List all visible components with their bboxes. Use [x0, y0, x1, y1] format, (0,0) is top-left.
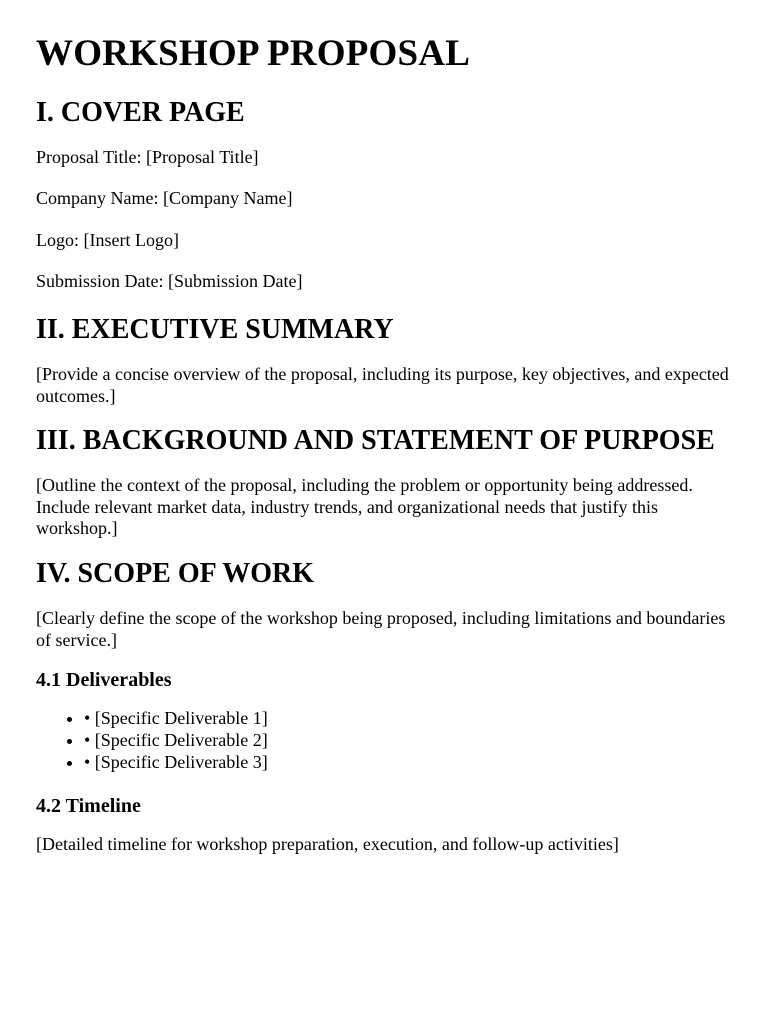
- list-item: • • [Specific Deliverable 2]: [84, 730, 734, 752]
- document-title: WORKSHOP PROPOSAL: [36, 33, 471, 74]
- scope-of-work-body: [Clearly define the scope of the workshop being proposed, including limitations and boundaries of service.]: [36, 608, 726, 650]
- executive-summary-heading: II. EXECUTIVE SUMMARY: [36, 313, 394, 345]
- cover-page-section: [36, 96, 734, 293]
- timeline-body: [Detailed timeline for workshop preparation, execution, and follow-up activities]: [36, 834, 619, 855]
- proposal-title-field: Proposal Title: [Proposal Title]: [36, 146, 259, 167]
- background-body: [Outline the context of the proposal, including the problem or opportunity being addressed. Include relevant market data, industry trends, and organizational needs that justify this workshop.]: [36, 475, 693, 539]
- logo-field: Logo: [Insert Logo]: [36, 229, 179, 250]
- scope-of-work-section: [36, 557, 734, 856]
- scope-of-work-heading: IV. SCOPE OF WORK: [36, 557, 314, 589]
- list-item: • • [Specific Deliverable 1]: [84, 708, 734, 730]
- list-item: • • [Specific Deliverable 3]: [84, 752, 734, 774]
- timeline-heading: 4.2 Timeline: [36, 795, 141, 818]
- background-heading: III. BACKGROUND AND STATEMENT OF PURPOSE: [36, 425, 715, 457]
- submission-date-field: Submission Date: [Submission Date]: [36, 271, 303, 292]
- deliverables-list: [36, 708, 734, 774]
- background-section: [36, 424, 734, 540]
- cover-page-heading: I. COVER PAGE: [36, 96, 245, 128]
- executive-summary-body: [Provide a concise overview of the proposal, including its purpose, key objectives, and expected outcomes.]: [36, 363, 729, 406]
- executive-summary-section: [36, 313, 734, 407]
- deliverables-heading: 4.1 Deliverables: [36, 669, 172, 692]
- company-name-field: Company Name: [Company Name]: [36, 188, 293, 209]
